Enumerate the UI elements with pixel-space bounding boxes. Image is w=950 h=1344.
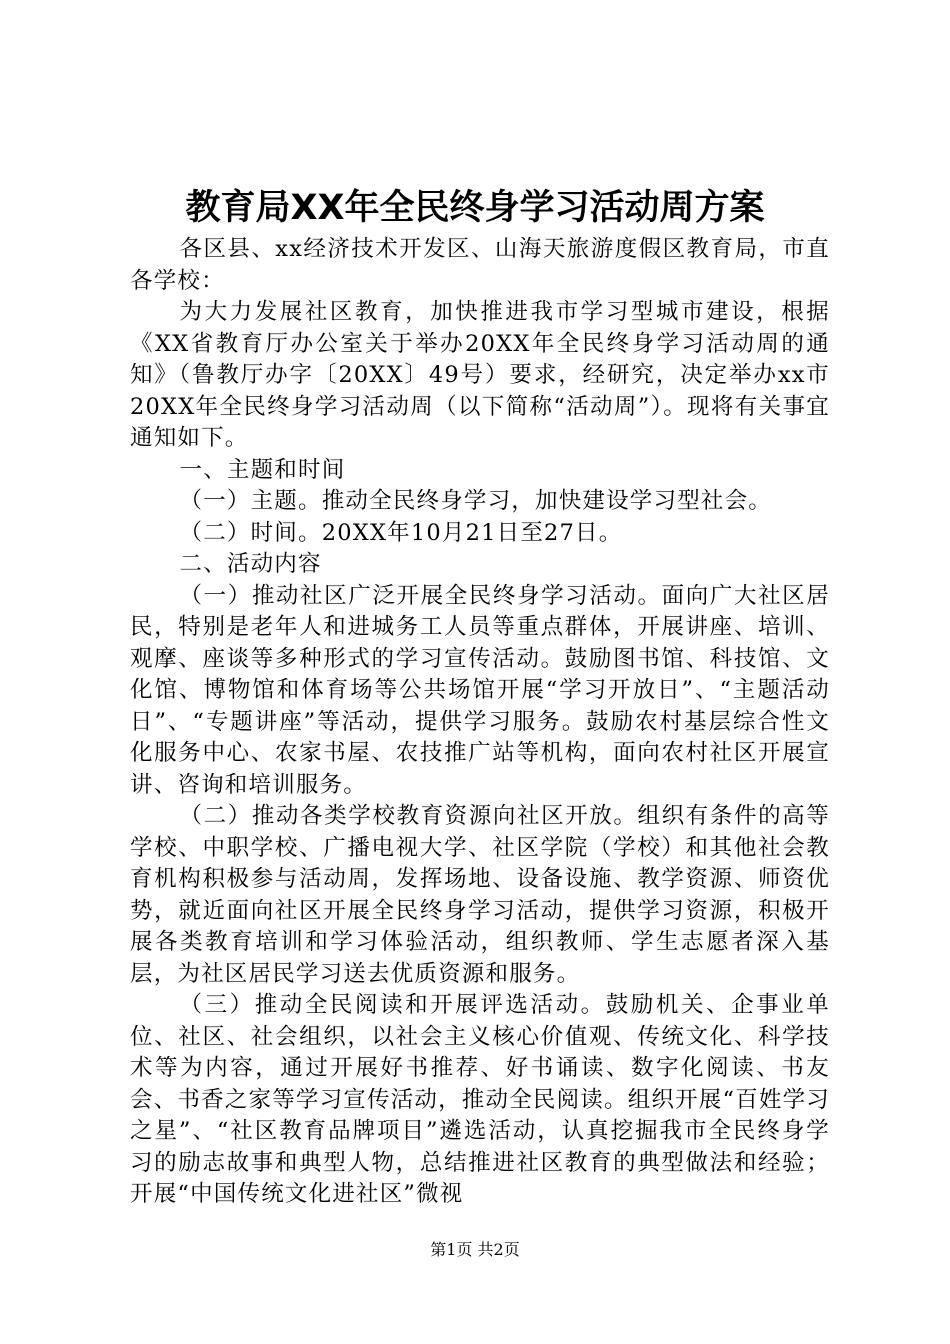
paragraph-activity-1: （一）推动社区广泛开展全民终身学习活动。面向广大社区居民，特别是老年人和进城务工人员等重点群体，开展讲座、培训、观摩、座谈等多种形式的学习宣传活动。鼓励图书馆、科技馆、文化馆、博物馆和体育场等公共场馆开展“学习开放日”、“主题活动日”、“专题讲座”等活动，提供学习服务。鼓励农村基层综合性文化服务中心、农家书屋、农技推广站等机构，面向农村社区开展宣讲、咨询和培训服务。 [130, 582, 830, 798]
paragraph-activity-2: （二）推动各类学校教育资源向社区开放。组织有条件的高等学校、中职学校、广播电视大学、社区学院（学校）和其他社会教育机构积极参与活动周，发挥场地、设备设施、教学资源、师资优势，就近面向社区开展全民终身学习活动，提供学习资源，积极开展各类教育培训和学习体验活动，组织教师、学生志愿者深入基层，为社区居民学习送去优质资源和服务。 [130, 803, 830, 987]
document-body [130, 234, 830, 1211]
paragraph-addressee: 各区县、xx经济技术开发区、山海天旅游度假区教育局，市直各学校： [130, 236, 830, 294]
paragraph-intro: 为大力发展社区教育，加快推进我市学习型城市建设，根据《XX省教育厅办公室关于举办20XX年全民终身学习活动周的通知》（鲁教厅办字〔20XX〕49号）要求，经研究，决定举办xx市20XX年全民终身学习活动周（以下简称“活动周”）。现将有关事宜通知如下。 [130, 299, 830, 451]
heading-theme-and-time: 一、主题和时间 [179, 456, 346, 483]
paragraph-activity-3: （三）推动全民阅读和开展评选活动。鼓励机关、企事业单位、社区、社会组织，以社会主义核心价值观、传统文化、科学技术等为内容，通过开展好书推荐、好书诵读、数字化阅读、书友会、书香之家等学习宣传活动，推动全民阅读。组织开展“百姓学习之星”、“社区教育品牌项目”遴选活动，认真挖掘我市全民终身学习的励志故事和典型人物，总结推进社区教育的典型做法和经验；开展“中国传统文化进社区”微视 [130, 992, 831, 1207]
page-number-footer: 第1页 共2页 [430, 1240, 520, 1259]
document-title: 教育局XX年全民终身学习活动周方案 [185, 188, 765, 228]
paragraph-theme: （一）主题。推动全民终身学习，加快建设学习型社会。 [179, 488, 773, 514]
paragraph-time: （二）时间。20XX年10月21日至27日。 [179, 519, 623, 546]
heading-activity-content: 二、活动内容 [179, 551, 322, 577]
